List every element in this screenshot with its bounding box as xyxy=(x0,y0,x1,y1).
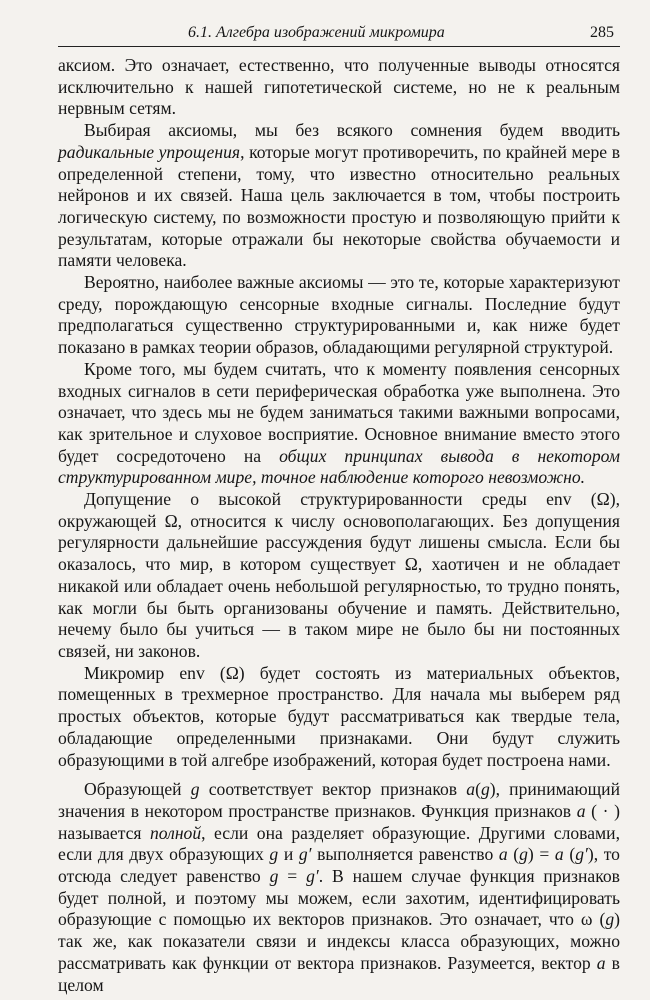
italic-text: a xyxy=(576,800,586,821)
italic-text: полной xyxy=(150,822,202,843)
italic-text: g xyxy=(190,779,200,800)
text-run: Микромир env (Ω) будет состоять из материальных объектов, помещенных в трехмерное пространство. Для начала мы выберем ряд простых объектов, которые будут рассматриваться как твердые тела, обладающие определенными признаками. Они будут служить образующими в той алгебре изображений, которая будет построена нами. xyxy=(58,662,620,770)
italic-text: g xyxy=(269,866,279,887)
paragraph xyxy=(58,359,620,489)
italic-text: g xyxy=(480,779,490,800)
text-run: и xyxy=(278,844,299,865)
text-run: Выбирая аксиомы, мы без всякого сомнения будем вводить xyxy=(84,120,620,141)
paragraph xyxy=(58,779,620,996)
text-run: выполняется равенство xyxy=(311,844,499,865)
running-header xyxy=(58,22,620,47)
text-run: Образующей xyxy=(84,779,191,800)
paragraph xyxy=(58,272,620,359)
italic-text: a xyxy=(596,952,606,973)
italic-text: g′ xyxy=(298,844,312,865)
text-run: ), принимающий значения в некотором пространстве признаков. Функция признаков xyxy=(58,779,620,821)
italic-text: радикальные упрощения xyxy=(58,141,241,162)
italic-text: g′ xyxy=(575,844,588,865)
text-run: ) так же, как показатели связи и индексы класса образующих, можно рассматривать как функции от вектора признаков. Разумеется, вектор xyxy=(58,909,620,973)
text-run: = xyxy=(278,866,307,887)
body-text xyxy=(58,55,620,996)
paragraph xyxy=(58,120,620,272)
text-run: , которые могут противоречить, по крайней мере в определенной степени, тому, что известно относительно реальных нейронов и их связей. Наша цель заключается в том, чтобы построить логическую систему, по возможности простую и позволяющую прийти к результатам, которые отражали бы некоторые свойства обучаемости и памяти человека. xyxy=(58,141,620,271)
text-run: в целом xyxy=(58,952,620,995)
italic-text: общих принципах вывода в некотором структурированном мире, точное наблюдение которого невозможно. xyxy=(58,445,620,488)
italic-text: g xyxy=(519,844,528,865)
text-run: ) = xyxy=(527,844,555,865)
italic-text: a xyxy=(554,844,564,865)
text-run: Кроме того, мы будем считать, что к моменту появления сенсорных входных сигналов в сети периферическая обработка уже выполнена. Это означает, что здесь мы не будем заниматься такими важными вопросами, как зрительное и слуховое восприятие. Основное внимание вместо этого будет сосредоточено на xyxy=(58,358,620,466)
text-run: Допущение о высокой структурированности среды env (Ω), окружающей Ω, относится к числу основополагающих. Без допущения регулярности дальнейшие рассуждения будут лишены смысла. Если бы оказалось, что мир, в котором существует Ω, хаотичен и не обладает никакой или обладает очень небольшой регулярностью, то трудно понять, как могли бы быть организованы обучение и память. Действительно, нечему было бы учиться — в таком мире не было бы ни постоянных связей, ни законов. xyxy=(58,489,620,661)
text-run: , если она разделяет образующие. Другими словами, если для двух образующих xyxy=(58,822,620,865)
text-run: . В нашем случае функция признаков будет полной, и поэтому мы можем, если захотим, идентифицировать образующие с помощью их векторов признаков. Это означает, что ω ( xyxy=(58,866,620,930)
italic-text: g′ xyxy=(306,866,319,887)
italic-text: g xyxy=(605,909,615,930)
text-run: Вероятно, наиболее важные аксиомы — это те, которые характеризуют среду, порождающую сенсорные входные сигналы. Последние будут предполагаться существенно структурированными и, как ниже будет показано в рамках теории образов, обладающими регулярной структурой. xyxy=(58,272,620,358)
text-run: ( · ) называется xyxy=(58,800,620,843)
text-run: ), то отсюда следует равенство xyxy=(58,844,620,887)
text-run: ( xyxy=(475,779,481,800)
page-number: 285 xyxy=(590,24,614,41)
paragraph xyxy=(58,489,620,663)
paragraph xyxy=(58,663,620,772)
paragraph xyxy=(58,55,620,120)
text-run: ( xyxy=(507,844,520,865)
chapter-title: 6.1. Алгебра изображений микромира xyxy=(188,24,445,41)
italic-text: a xyxy=(466,779,476,800)
text-run: ( xyxy=(563,844,576,865)
text-run: соответствует вектор признаков xyxy=(199,779,467,800)
italic-text: g xyxy=(269,844,279,865)
italic-text: a xyxy=(498,844,508,865)
text-run: аксиом. Это означает, естественно, что полученные выводы относятся исключительно к нашей гипотетической системе, но не к реальным нервным сетям. xyxy=(58,55,620,119)
